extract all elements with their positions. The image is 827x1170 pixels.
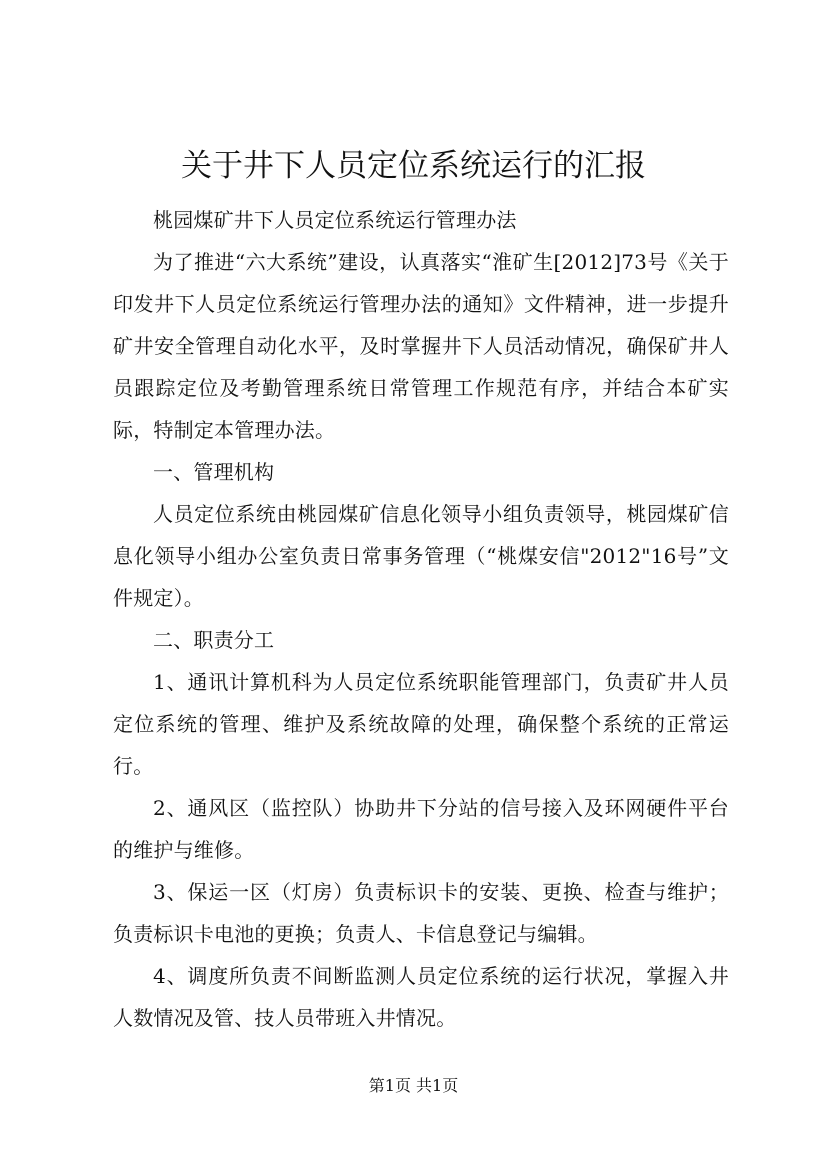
page-footer: 第1页 共1页 (368, 1076, 459, 1095)
responsibility-item-2: 2、通风区（监控队）协助井下分站的信号接入及环网硬件平台的维护与维修。 (113, 796, 729, 862)
management-paragraph: 人员定位系统由桃园煤矿信息化领导小组负责领导，桃园煤矿信息化领导小组办公室负责日常事务管理（“桃煤安信"2012"16号”文件规定）。 (113, 502, 729, 610)
responsibility-item-4: 4、调度所负责不间断监测人员定位系统的运行状况，掌握入井人数情况及管、技人员带班入井情况。 (113, 964, 729, 1030)
intro-paragraph: 为了推进“六大系统”建设，认真落实“淮矿生[2012]73号《关于印发井下人员定位系统运行管理办法的通知》文件精神，进一步提升矿井安全管理自动化水平，及时掌握井下人员活动情况，确保矿井人员跟踪定位及考勤管理系统日常管理工作规范有序，并结合本矿实际，特制定本管理办法。 (113, 250, 729, 442)
section-heading-responsibilities: 二、职责分工 (153, 628, 275, 652)
document-title: 关于井下人员定位系统运行的汇报 (181, 148, 646, 184)
responsibility-item-1: 1、通讯计算机科为人员定位系统职能管理部门，负责矿井人员定位系统的管理、维护及系统故障的处理，确保整个系统的正常运行。 (113, 670, 729, 778)
subtitle-paragraph: 桃园煤矿井下人员定位系统运行管理办法 (153, 208, 517, 232)
section-heading-management: 一、管理机构 (153, 460, 275, 484)
responsibility-item-3: 3、保运一区（灯房）负责标识卡的安装、更换、检查与维护；负责标识卡电池的更换；负责人、卡信息登记与编辑。 (113, 880, 729, 946)
document-body (113, 199, 729, 1039)
